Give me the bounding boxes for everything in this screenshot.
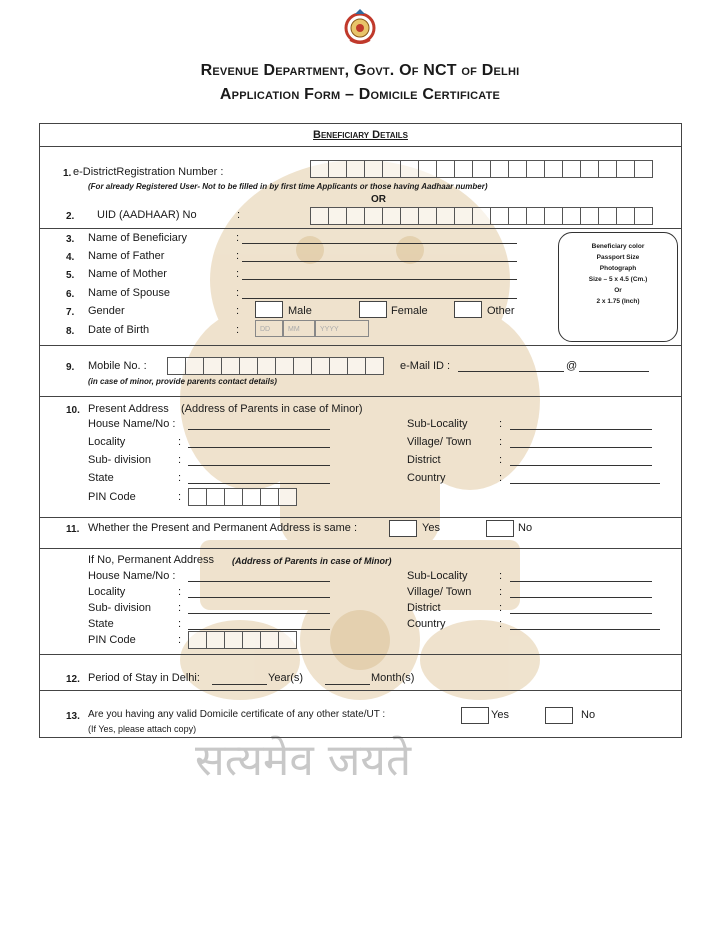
permanent-pin-boxes[interactable] [188, 631, 296, 649]
present-subdivision-field[interactable] [188, 465, 330, 466]
photograph-box[interactable] [558, 232, 678, 342]
uid-colon: : [237, 209, 241, 221]
permanent-sublocality-label: Sub-Locality [407, 570, 468, 582]
item-13-number: 13. [66, 711, 80, 722]
dob-day-field[interactable]: DD [255, 320, 283, 337]
item-4-number: 4. [66, 252, 75, 263]
colon: : [499, 570, 503, 582]
other-domicile-note: (If Yes, please attach copy) [88, 724, 197, 734]
stay-label: Period of Stay in Delhi: [88, 672, 200, 684]
mobile-number-boxes[interactable] [167, 357, 383, 375]
gender-other-label: Other [487, 305, 515, 317]
present-house-field[interactable] [188, 429, 330, 430]
stay-years-field[interactable] [212, 684, 267, 685]
colon: : [178, 634, 182, 646]
item-10-number: 10. [66, 405, 80, 416]
permanent-subdivision-field[interactable] [188, 613, 330, 614]
present-village-label: Village/ Town [407, 436, 472, 448]
present-house-label: House Name/No : [88, 418, 176, 430]
item-8-number: 8. [66, 326, 75, 337]
other-domicile-no-label: No [581, 709, 596, 721]
photo-line-4: Size – 5 x 4.5 (Cm.) [588, 276, 648, 283]
present-locality-field[interactable] [188, 447, 330, 448]
email-at-sign: @ [566, 360, 578, 372]
colon: : [236, 305, 240, 317]
header-line-1: Revenue Department, Govt. Of NCT of Delhi [200, 62, 520, 79]
permanent-country-label: Country [407, 618, 446, 630]
permanent-address-title: If No, Permanent Address [88, 554, 214, 566]
present-state-label: State [88, 472, 114, 484]
permanent-address-subtitle: (Address of Parents in case of Minor) [232, 556, 392, 566]
permanent-state-label: State [88, 618, 114, 630]
permanent-subdivision-label: Sub- division [88, 602, 151, 614]
present-locality-label: Locality [88, 436, 126, 448]
permanent-locality-field[interactable] [188, 597, 330, 598]
present-pin-label: PIN Code [88, 491, 136, 503]
colon: : [178, 618, 182, 630]
same-address-no-label: No [518, 522, 533, 534]
gender-female-checkbox[interactable] [359, 301, 387, 318]
item-9-number: 9. [66, 362, 75, 373]
permanent-district-field[interactable] [510, 613, 652, 614]
email-user-field[interactable] [458, 371, 564, 372]
colon: : [236, 268, 240, 280]
mother-name-field[interactable] [242, 279, 517, 280]
father-name-field[interactable] [242, 261, 517, 262]
present-pin-boxes[interactable] [188, 488, 296, 506]
colon: : [178, 602, 182, 614]
present-district-field[interactable] [510, 465, 652, 466]
present-country-label: Country [407, 472, 446, 484]
colon: : [236, 232, 240, 244]
mobile-label: Mobile No. : [88, 360, 147, 372]
beneficiary-name-field[interactable] [242, 243, 517, 244]
colon: : [499, 436, 503, 448]
motto-watermark: सत्यमेव जयते [195, 735, 412, 786]
mother-name-label: Name of Mother [88, 268, 167, 280]
colon: : [178, 586, 182, 598]
item-7-number: 7. [66, 307, 75, 318]
item-2-number: 2. [66, 211, 75, 222]
present-address-subtitle: (Address of Parents in case of Minor) [181, 403, 363, 415]
present-country-field[interactable] [510, 483, 660, 484]
colon: : [499, 472, 503, 484]
stay-months-label: Month(s) [371, 672, 415, 684]
gender-label: Gender [88, 305, 125, 317]
email-label: e-Mail ID : [400, 360, 451, 372]
gender-male-label: Male [288, 305, 312, 317]
permanent-village-label: Village/ Town [407, 586, 472, 598]
header-line-2: Application Form – Domicile Certificate [219, 86, 501, 103]
permanent-country-field[interactable] [510, 629, 660, 630]
application-form [39, 123, 682, 738]
emblem-icon [343, 8, 377, 48]
colon: : [499, 454, 503, 466]
permanent-district-label: District [407, 602, 441, 614]
stay-years-label: Year(s) [268, 672, 304, 684]
section-title: Beneficiary Details [313, 129, 408, 141]
colon: : [178, 472, 182, 484]
spouse-name-label: Name of Spouse [88, 287, 170, 299]
colon: : [236, 324, 240, 336]
colon: : [499, 602, 503, 614]
item-5-number: 5. [66, 270, 75, 281]
colon: : [499, 618, 503, 630]
photo-line-5: Or [614, 287, 622, 294]
item-11-number: 11. [66, 524, 80, 535]
permanent-house-label: House Name/No : [88, 570, 176, 582]
item-1-number: 1. [63, 168, 72, 179]
permanent-pin-label: PIN Code [88, 634, 136, 646]
photo-line-2: Passport Size [596, 254, 640, 261]
uid-number-boxes[interactable] [310, 207, 652, 225]
same-address-yes-label: Yes [422, 522, 440, 534]
colon: : [178, 454, 182, 466]
same-address-label: Whether the Present and Permanent Address is same : [88, 522, 358, 534]
permanent-sublocality-field[interactable] [510, 581, 652, 582]
present-subdivision-label: Sub- division [88, 454, 151, 466]
stay-months-field[interactable] [325, 684, 370, 685]
permanent-locality-label: Locality [88, 586, 126, 598]
colon: : [499, 586, 503, 598]
present-address-title: Present Address [88, 403, 169, 415]
item-6-number: 6. [66, 289, 75, 300]
father-name-label: Name of Father [88, 250, 165, 262]
other-domicile-no-checkbox[interactable] [545, 707, 573, 724]
present-sublocality-label: Sub-Locality [407, 418, 468, 430]
beneficiary-name-label: Name of Beneficiary [88, 232, 188, 244]
dob-year-field[interactable]: YYYY [315, 320, 369, 337]
dob-month-field[interactable]: MM [283, 320, 315, 337]
spouse-name-field[interactable] [242, 298, 517, 299]
email-domain-field[interactable] [579, 371, 649, 372]
present-district-label: District [407, 454, 441, 466]
present-village-field[interactable] [510, 447, 652, 448]
uid-label: UID (AADHAAR) No [97, 209, 197, 221]
permanent-state-field[interactable] [188, 629, 330, 630]
mobile-note: (in case of minor, provide parents contact details) [88, 377, 277, 386]
other-domicile-yes-label: Yes [491, 709, 509, 721]
dob-label: Date of Birth [88, 324, 150, 336]
present-state-field[interactable] [188, 483, 330, 484]
gender-female-label: Female [391, 305, 428, 317]
photo-line-3: Photograph [599, 265, 637, 272]
colon: : [178, 491, 182, 503]
registration-number-label: e-DistrictRegistration Number : [73, 166, 224, 178]
item-3-number: 3. [66, 234, 75, 245]
same-address-no-checkbox[interactable] [486, 520, 514, 537]
permanent-village-field[interactable] [510, 597, 652, 598]
same-address-yes-checkbox[interactable] [389, 520, 417, 537]
registration-note: (For already Registered User- Not to be filled in by first time Applicants or those having Aadhaar number) [88, 182, 488, 191]
photo-line-6: 2 x 1.75 (Inch) [596, 298, 640, 305]
permanent-house-field[interactable] [188, 581, 330, 582]
item-12-number: 12. [66, 674, 80, 685]
colon: : [236, 250, 240, 262]
gender-male-checkbox[interactable] [255, 301, 283, 318]
gender-other-checkbox[interactable] [454, 301, 482, 318]
photo-line-1: Beneficiary color [591, 243, 645, 250]
colon: : [178, 436, 182, 448]
colon: : [236, 287, 240, 299]
registration-number-boxes[interactable] [310, 160, 652, 178]
other-domicile-label: Are you having any valid Domicile certificate of any other state/UT : [88, 709, 386, 720]
colon: : [499, 418, 503, 430]
present-sublocality-field[interactable] [510, 429, 652, 430]
or-separator: OR [371, 194, 386, 205]
other-domicile-yes-checkbox[interactable] [461, 707, 489, 724]
